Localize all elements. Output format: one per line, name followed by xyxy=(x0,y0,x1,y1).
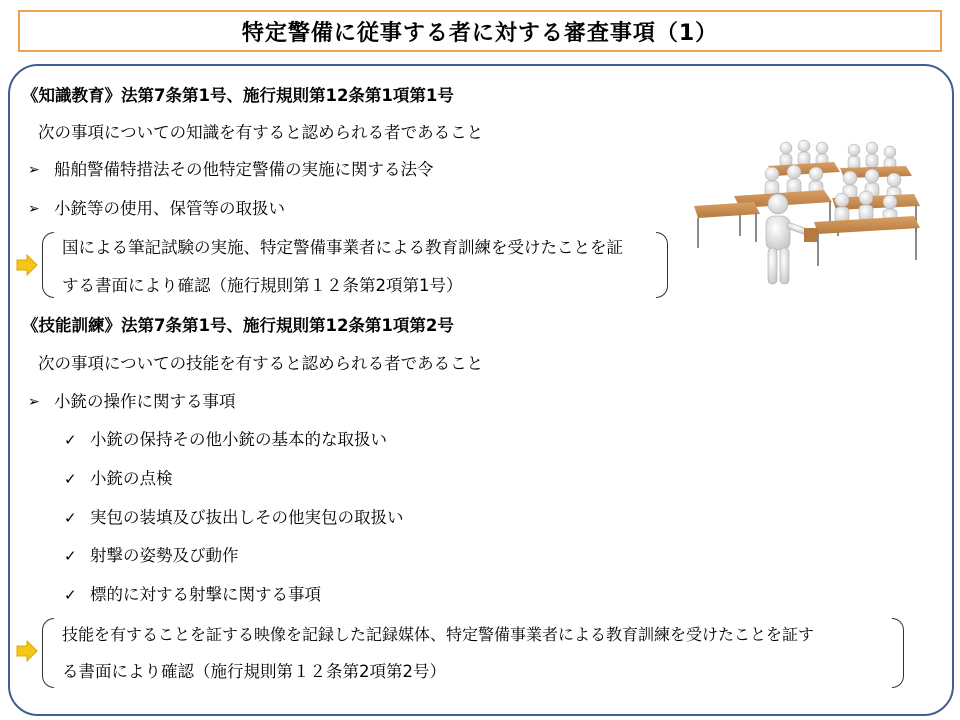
skill-subitem: 小銃の保持その他小銃の基本的な取扱い xyxy=(90,430,387,449)
pointer-arrow-icon xyxy=(16,640,38,662)
arrow-bullet-icon: ➢ xyxy=(28,201,40,217)
skill-subitem: 実包の装填及び抜出しその他実包の取扱い xyxy=(90,508,404,527)
knowledge-item: 小銃等の使用、保管等の取扱い xyxy=(54,199,285,218)
skill-heading: 《技能訓練》法第7条第1号、施行規則第12条第1項第2号 xyxy=(22,316,454,335)
skill-note-line2: る書面により確認（施行規則第１２条第2項第2号） xyxy=(62,662,446,681)
teacher-figure xyxy=(766,194,811,284)
arrow-bullet-icon: ➢ xyxy=(28,162,40,178)
skill-item: 小銃の操作に関する事項 xyxy=(54,392,236,411)
note-bracket-right xyxy=(892,618,904,688)
knowledge-note-line2: する書面により確認（施行規則第１２条第2項第1号） xyxy=(62,276,463,295)
checkmark-icon: ✓ xyxy=(64,547,77,565)
checkmark-icon: ✓ xyxy=(64,431,77,449)
note-bracket-left xyxy=(42,232,54,298)
knowledge-intro: 次の事項についての知識を有すると認められる者であること xyxy=(38,123,484,142)
skill-subitem: 小銃の点検 xyxy=(90,469,173,488)
knowledge-note-line1: 国による筆記試験の実施、特定警備事業者による教育訓練を受けたことを証 xyxy=(62,238,623,257)
checkmark-icon: ✓ xyxy=(64,470,77,488)
page-title: 特定警備に従事する者に対する審査事項（1） xyxy=(18,10,942,52)
knowledge-heading: 《知識教育》法第7条第1号、施行規則第12条第1項第1号 xyxy=(22,86,454,105)
knowledge-item: 船舶警備特措法その他特定警備の実施に関する法令 xyxy=(54,160,434,179)
note-bracket-right xyxy=(656,232,668,298)
arrow-bullet-icon: ➢ xyxy=(28,394,40,410)
pointer-arrow-icon xyxy=(16,254,38,276)
skill-intro: 次の事項についての技能を有すると認められる者であること xyxy=(38,354,484,373)
skill-subitem: 射撃の姿勢及び動作 xyxy=(90,546,239,565)
skill-note-line1: 技能を有することを証する映像を記録した記録媒体、特定警備事業者による教育訓練を受けたことを証す xyxy=(62,625,815,644)
skill-subitem: 標的に対する射撃に関する事項 xyxy=(90,585,321,604)
checkmark-icon: ✓ xyxy=(64,586,77,604)
classroom-illustration xyxy=(694,136,920,296)
checkmark-icon: ✓ xyxy=(64,509,77,527)
teacher-book xyxy=(804,228,818,242)
note-bracket-left xyxy=(42,618,54,688)
